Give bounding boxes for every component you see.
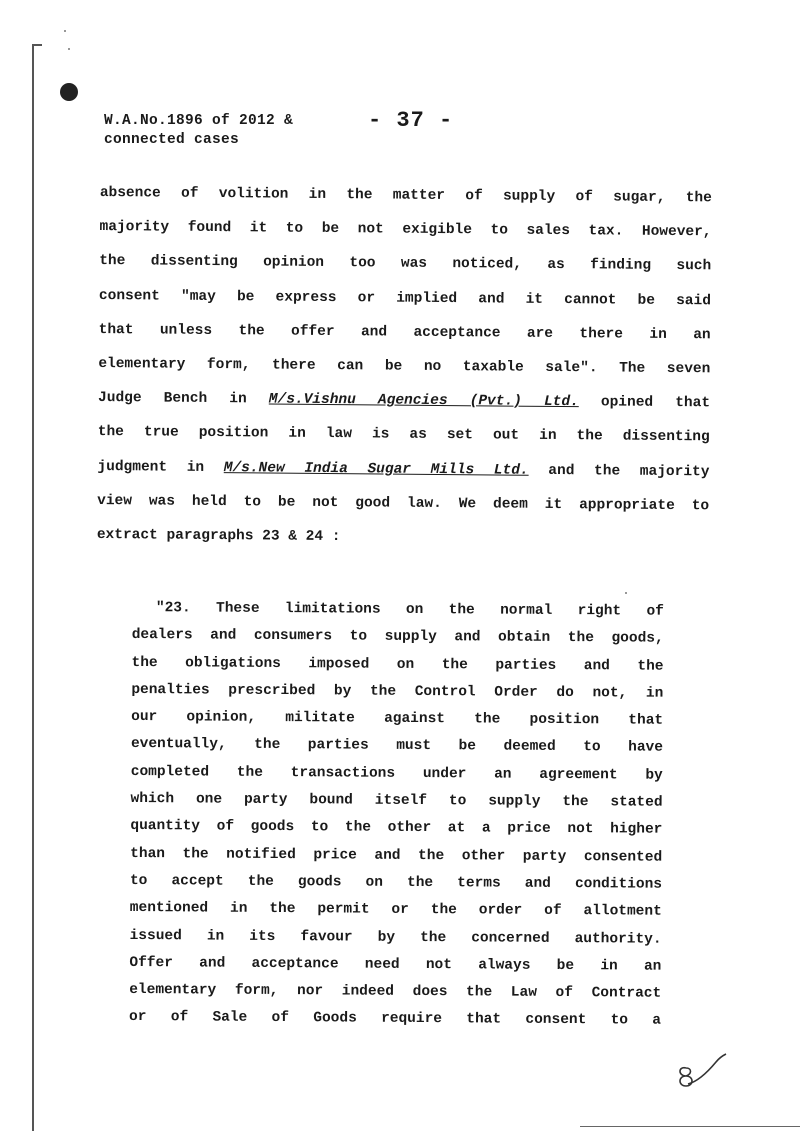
quote-line: issued in its favour by the concerned authority.	[129, 927, 662, 948]
quote-line: which one party bound itself to supply the stated	[130, 791, 663, 811]
quote-line: completed the transactions under an agreement by	[130, 763, 663, 784]
body-line: the true position in law is as set out in the dissenting	[97, 424, 710, 446]
quote-line: to accept the goods on the terms and conditions	[129, 872, 663, 893]
quote-line: the obligations imposed on the parties and the	[131, 654, 664, 675]
scan-edge-line	[580, 1126, 800, 1127]
quote-line: mentioned in the permit or the order of allotment	[129, 900, 662, 920]
quote-line: or of Sale of Goods require that consent to a	[128, 1009, 662, 1030]
quote-line: "23. These limitations on the normal right of	[155, 600, 664, 620]
quote-line: dealers and consumers to supply and obtain the goods,	[131, 627, 664, 648]
quote-line: Offer and acceptance need not always be in an	[129, 954, 662, 975]
body-line: view was held to be not good law. We deem it appropriate to	[97, 492, 710, 515]
case-reference	[104, 112, 293, 150]
page-number: - 37 -	[368, 108, 454, 133]
body-paragraph	[97, 176, 712, 557]
scan-speck	[68, 48, 70, 50]
body-line: extract paragraphs 23 & 24 :	[96, 526, 341, 545]
case-reference-line-2: connected cases	[104, 132, 240, 148]
body-line: absence of volition in the matter of supply of sugar, the	[99, 184, 712, 207]
body-line: consent "may be express or implied and it cannot be said	[98, 287, 712, 309]
body-text-fragment: judgment in	[97, 458, 224, 476]
body-line: elementary form, there can be no taxable sale". The seven	[98, 355, 711, 378]
margin-tick	[32, 44, 42, 46]
body-line: that unless the offer and acceptance are there in an	[98, 321, 711, 344]
quote-line: than the notified price and the other party consented	[130, 845, 663, 866]
punch-hole	[60, 83, 78, 101]
body-text-fragment: and the majority	[548, 462, 710, 480]
body-text-fragment: Judge Bench in	[97, 390, 269, 408]
scan-speck	[64, 30, 66, 32]
body-line	[98, 381, 710, 421]
case-reference-line-1: W.A.No.1896 of 2012 &	[104, 113, 294, 129]
quote-line: eventually, the parties must be deemed to have	[130, 736, 663, 757]
body-line	[97, 449, 709, 489]
quoted-paragraph-23	[129, 595, 664, 1035]
body-line: the dissenting opinion too was noticed, as finding such	[99, 253, 712, 275]
body-text-fragment: opined that	[600, 394, 711, 412]
quote-line: our opinion, militate against the position that	[131, 709, 664, 729]
margin-line	[32, 44, 34, 1131]
case-citation-new-india-sugar-mills: M/s.New India Sugar Mills Ltd.	[223, 459, 529, 479]
body-line: majority found it to be not exigible to sales tax. However,	[99, 219, 712, 241]
case-citation-vishnu-agencies: M/s.Vishnu Agencies (Pvt.) Ltd.	[268, 391, 579, 411]
scan-speck	[625, 592, 627, 594]
quote-line: penalties prescribed by the Control Order do not, in	[131, 681, 664, 702]
initials-signature	[672, 1052, 732, 1098]
quote-line: quantity of goods to the other at a price not higher	[130, 818, 663, 839]
quote-line: elementary form, nor indeed does the Law of Contract	[129, 982, 662, 1002]
